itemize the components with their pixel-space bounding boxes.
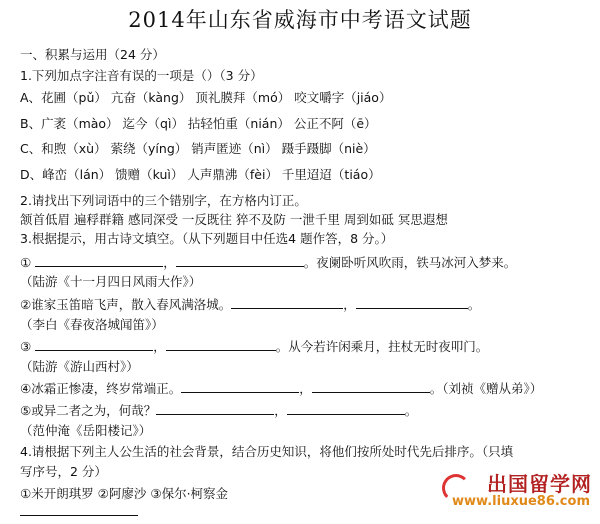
poem-2-source: （李白《春夜洛城闻笛》） xyxy=(20,317,164,332)
question-4-cont: 写序号，2 分） xyxy=(20,464,107,479)
answer-blank[interactable] xyxy=(35,337,153,351)
question-3: 3.根据提示，用古诗文填空。（从下列题目中任选4 题作答，8 分。） xyxy=(20,231,394,246)
answer-blank[interactable] xyxy=(166,337,276,351)
poem-3-source: （陆游《游山西村》） xyxy=(20,359,139,374)
poem-2: ②谁家玉笛暗飞声，散入春风满洛城。 ， 。 xyxy=(20,297,481,312)
answer-blank[interactable] xyxy=(312,379,430,393)
option-c: C、和煦（xù） 萦绕（yíng） 销声匿迹（nì） 蹑手蹑脚（niè） xyxy=(20,141,376,156)
poem-1: ① ， 。夜阑卧听风吹雨，铁马冰河入梦来。 xyxy=(20,255,517,270)
watermark-url: www.liuxue86.com xyxy=(452,494,590,509)
answer-blank[interactable] xyxy=(20,515,138,516)
watermark-name: 出国留学网 xyxy=(487,472,592,496)
question-4-options: ①米开朗琪罗 ②阿廖沙 ③保尔·柯察金 xyxy=(20,486,229,501)
answer-blank[interactable] xyxy=(181,379,299,393)
watermark-logo xyxy=(442,468,592,520)
poem-4: ④冰霜正惨凄，终岁常端正。 ， 。（刘祯《赠从弟》） xyxy=(20,381,543,396)
poem-5-source: （范仲淹《岳阳楼记》） xyxy=(20,423,152,438)
poem-1-source: （陆游《十一月四日风雨大作》） xyxy=(20,274,202,289)
poem-5: ⑤或异二者之为，何哉？ ， 。 xyxy=(20,403,418,418)
poem-3: ③ ， 。从今若许闲乘月，拄杖无时夜叩门。 xyxy=(20,339,489,354)
option-d: D、峰峦（lán） 馈赠（kuì） 人声鼎沸（fèi） 千里迢迢（tiáo） xyxy=(20,167,381,182)
answer-blank[interactable] xyxy=(35,253,163,267)
answer-blank[interactable] xyxy=(176,253,304,267)
question-4: 4.请根据下列主人公生活的社会背景，结合历史知识，将他们按所处时代先后排序。（只填 xyxy=(20,444,514,459)
question-2: 2.请找出下列词语中的三个错别字，在方格内订正。 xyxy=(20,193,307,208)
answer-blank[interactable] xyxy=(356,295,468,309)
answer-blank[interactable] xyxy=(287,401,405,415)
question-2-words: 颔首低眉 遍稃群籍 感同深受 一反既往 猝不及防 一泄千里 周到如砥 冥思遐想 xyxy=(20,212,448,227)
option-b: B、广袤（mào） 迄今（qì） 拈轻怕重（nián） 公正不阿（ē） xyxy=(20,116,377,131)
question-1: 1.下列加点字注音有误的一项是（）（3 分） xyxy=(20,68,263,83)
option-a: A、花圃（pǔ） 亢奋（kàng） 顶礼膜拜（mó） 咬文嚼字（jiáo） xyxy=(20,90,392,105)
section-heading: 一、积累与运用（24 分） xyxy=(20,47,165,62)
page-title: 2014年山东省威海市中考语文试题 xyxy=(128,8,472,32)
answer-blank[interactable] xyxy=(231,295,343,309)
answer-blank[interactable] xyxy=(156,401,274,415)
